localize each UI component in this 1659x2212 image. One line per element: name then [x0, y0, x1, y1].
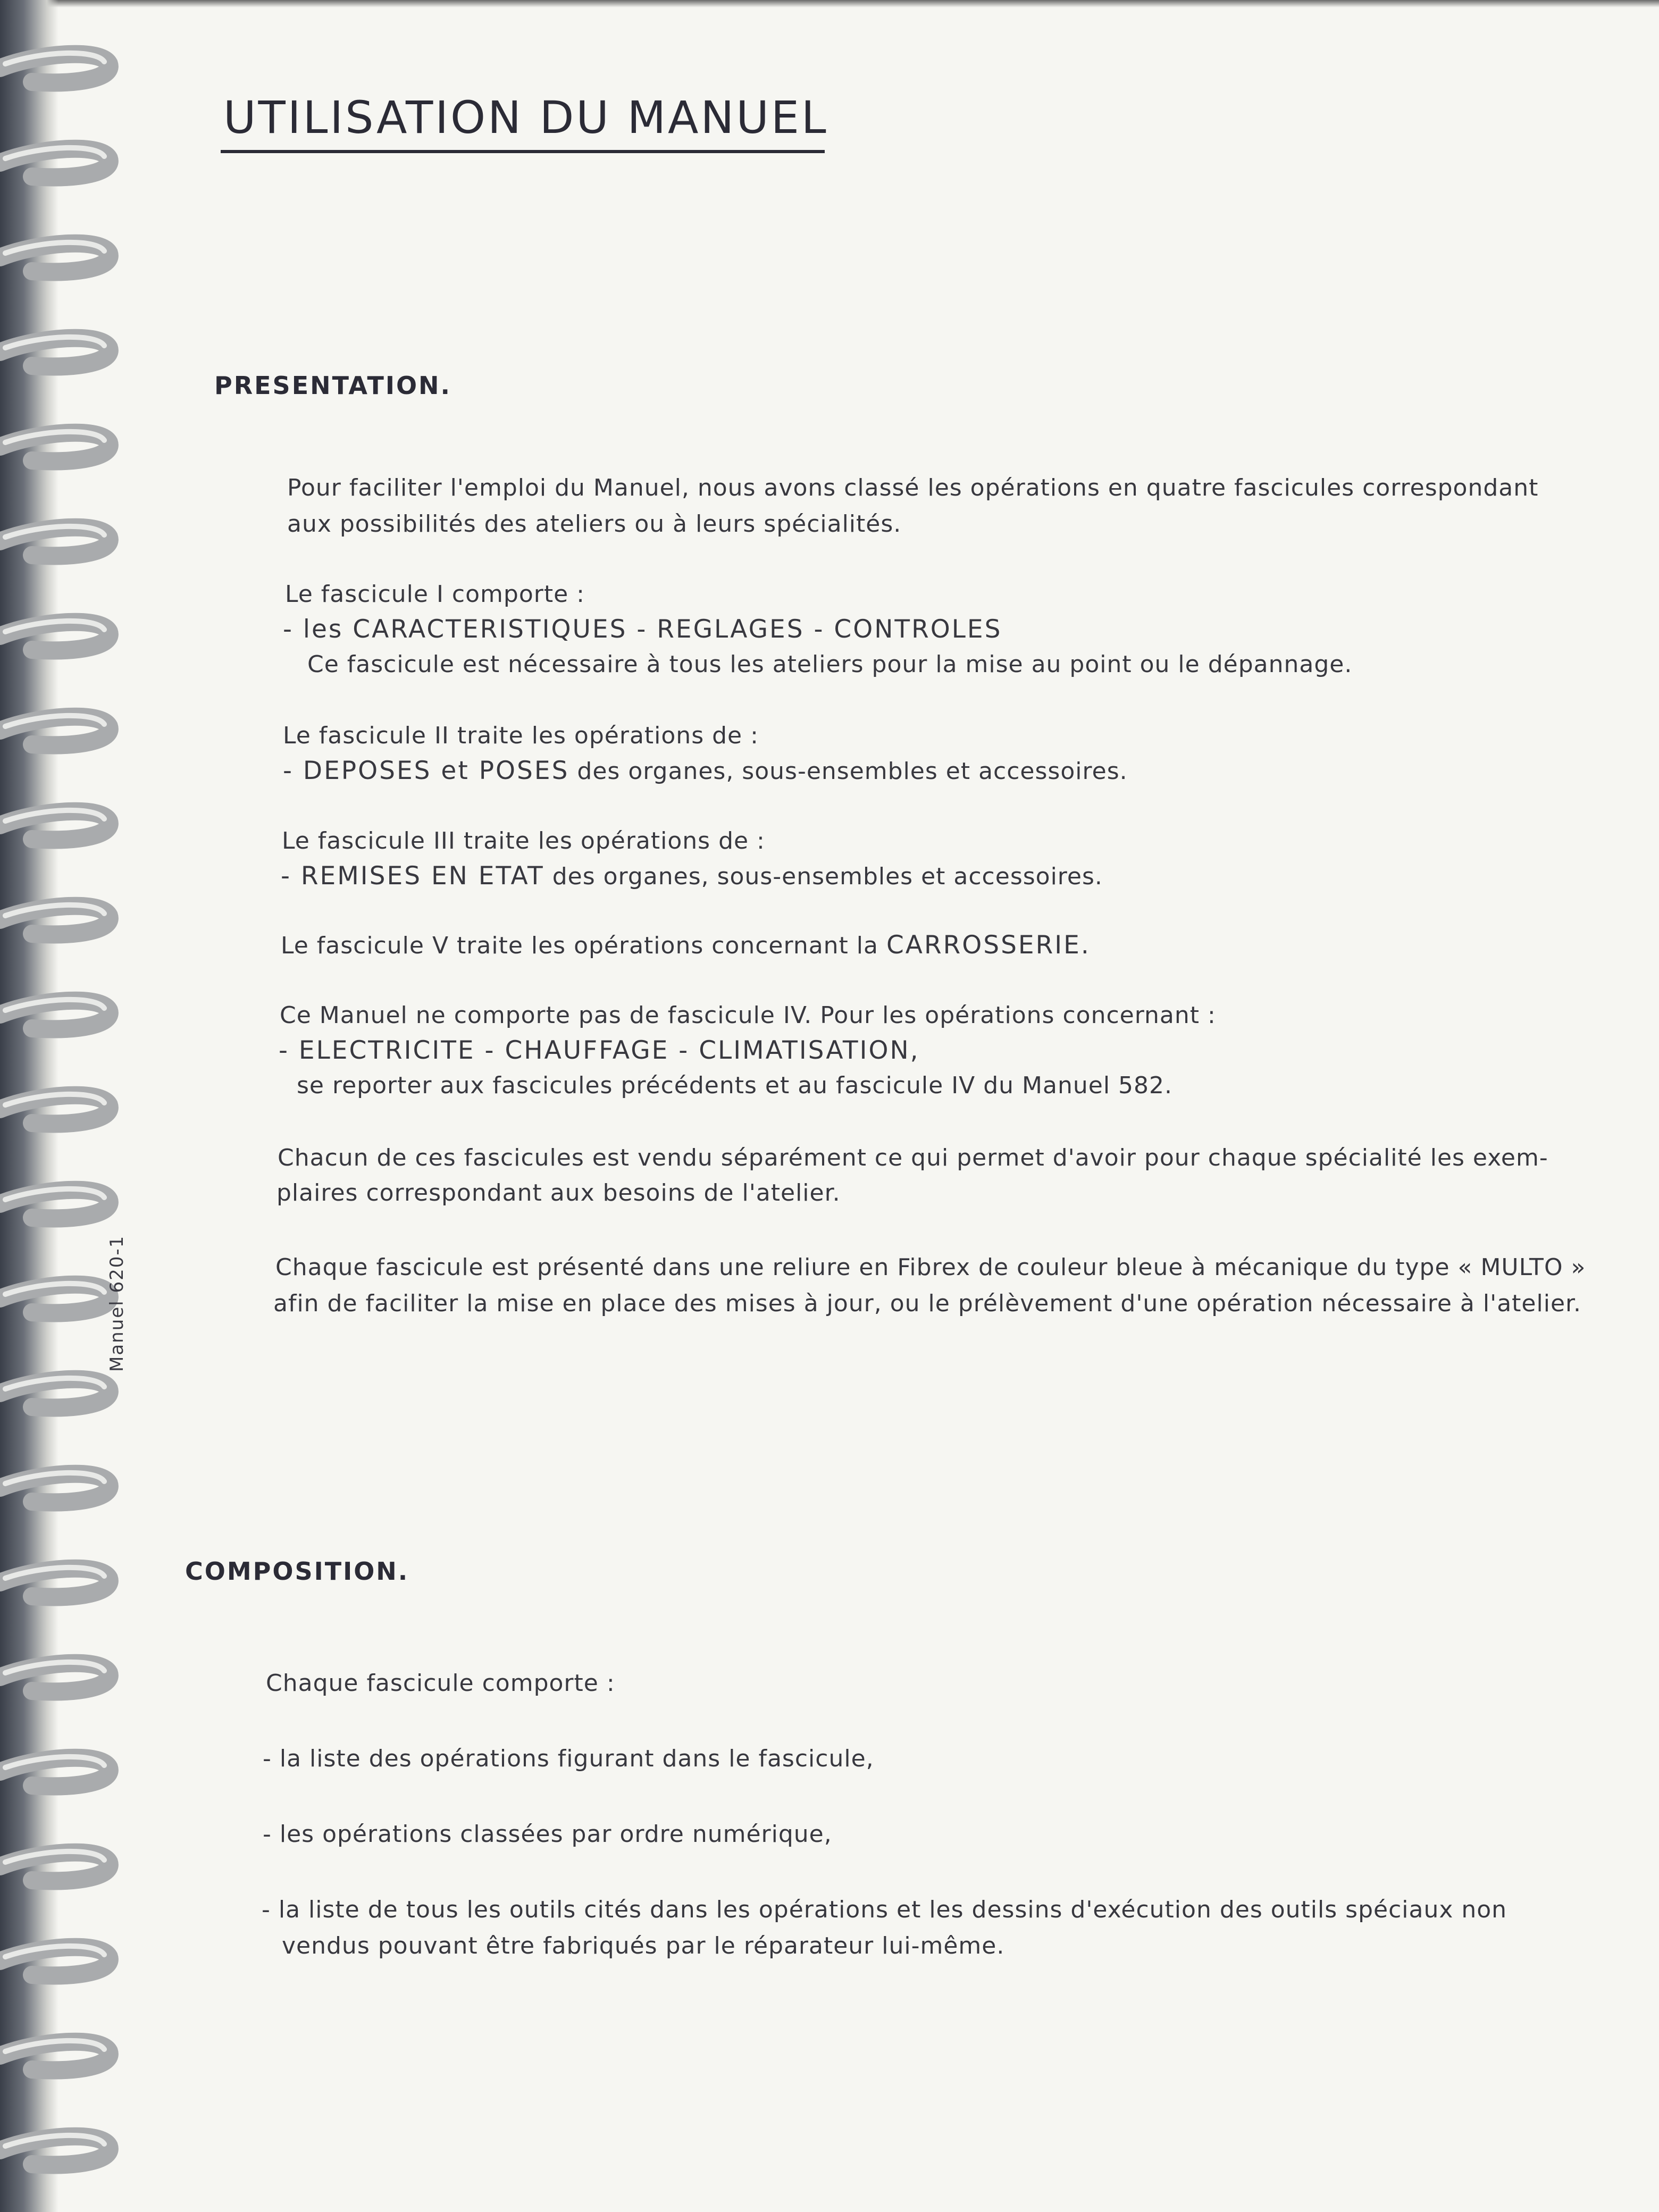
binder-line2: afin de faciliter la mise en place des mises à jour, ou le prélèvement d'une opération nécessaire à l'atelier.: [273, 1290, 1582, 1317]
fascicule-2-topics: - DEPOSES et POSES: [283, 756, 569, 785]
fascicule-1-line2: [283, 611, 1002, 648]
fascicule-5-line1: [281, 927, 1091, 964]
fascicule-5-topic: CARROSSERIE.: [886, 931, 1091, 960]
sold-separately-line2: plaires correspondant aux besoins de l'atelier.: [276, 1179, 841, 1206]
binder-line1: Chaque fascicule est présenté dans une reliure en Fibrex de couleur bleue à mécanique du type « MULTO »: [275, 1254, 1586, 1281]
composition-item-3-line2: vendus pouvant être fabriqués par le réparateur lui-même.: [282, 1932, 1005, 1959]
fascicule-1-line1: Le fascicule I comporte :: [285, 581, 585, 608]
fascicule-3-topics: - REMISES EN ETAT: [281, 861, 544, 891]
presentation-intro-line2: aux possibilités des ateliers ou à leurs spécialités.: [287, 510, 902, 538]
sold-separately-line1: Chacun de ces fascicules est vendu séparément ce qui permet d'avoir pour chaque spécialité les exem-: [278, 1144, 1548, 1171]
fascicule-1-topics: - les CARACTERISTIQUES - REGLAGES - CONTROLES: [283, 615, 1002, 644]
composition-item-2: - les opérations classées par ordre numérique,: [263, 1821, 832, 1848]
presentation-heading: PRESENTATION.: [214, 371, 452, 400]
fascicule-3-line2: [281, 858, 1103, 895]
fascicule-4-line1: Ce Manuel ne comporte pas de fascicule IV. Pour les opérations concernant :: [280, 1002, 1216, 1029]
fascicule-2-rest: des organes, sous-ensembles et accessoires.: [569, 758, 1128, 785]
title-underline: [221, 150, 825, 153]
fascicule-5-text: Le fascicule V traite les opérations concernant la: [281, 932, 886, 959]
fascicule-2-line2: [283, 753, 1128, 790]
composition-item-3-line1: - la liste de tous les outils cités dans les opérations et les dessins d'exécution des outils spéciaux non: [262, 1896, 1507, 1923]
fascicule-4-line3: se reporter aux fascicules précédents et au fascicule IV du Manuel 582.: [297, 1072, 1173, 1099]
composition-intro: Chaque fascicule comporte :: [266, 1670, 615, 1697]
fascicule-4-topics: - ELECTRICITE - CHAUFFAGE - CLIMATISATION,: [279, 1036, 920, 1065]
fascicule-1-line3: Ce fascicule est nécessaire à tous les ateliers pour la mise au point ou le dépannage.: [307, 651, 1353, 678]
presentation-intro-line1: Pour faciliter l'emploi du Manuel, nous avons classé les opérations en quatre fascicules correspondant: [287, 474, 1539, 501]
fascicule-3-rest: des organes, sous-ensembles et accessoires.: [544, 863, 1103, 890]
spiral-binding: [0, 0, 128, 2212]
side-label: Manuel 620-1: [106, 1235, 128, 1372]
fascicule-3-line1: Le fascicule III traite les opérations de :: [282, 827, 765, 854]
page-top-edge: [0, 0, 1659, 7]
fascicule-4-line2: [279, 1033, 920, 1069]
page-title: UTILISATION DU MANUEL: [223, 91, 828, 144]
fascicule-2-line1: Le fascicule II traite les opérations de :: [283, 722, 759, 749]
composition-item-1: - la liste des opérations figurant dans le fascicule,: [263, 1745, 874, 1772]
binding-rings: [0, 53, 110, 2165]
composition-heading: COMPOSITION.: [185, 1557, 409, 1586]
